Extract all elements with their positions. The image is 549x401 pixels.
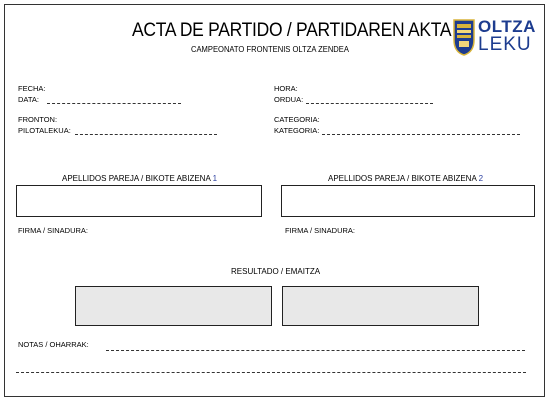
pair-2-names-input[interactable] (281, 185, 535, 217)
notes-field-line-2[interactable] (16, 372, 526, 373)
pair-1-number: 1 (212, 174, 218, 183)
pair-1-header (62, 174, 217, 183)
kategoria-label: KATEGORIA: (274, 126, 320, 135)
pair-2-header (328, 174, 483, 183)
pilotalekua-label: PILOTALEKUA: (18, 126, 71, 135)
categoria-label: CATEGORIA: (274, 115, 320, 124)
time-field[interactable] (306, 103, 433, 104)
pair-1-label: APELLIDOS PAREJA / BIKOTE ABIZENA (62, 174, 213, 183)
pair-2-label: APELLIDOS PAREJA / BIKOTE ABIZENA (328, 174, 479, 183)
logo-text-bottom: LEKU (478, 34, 532, 55)
page-subtitle: CAMPEONATO FRONTENIS OLTZA ZENDEA (191, 45, 349, 54)
notes-label: NOTAS / OHARRAK: (18, 340, 89, 349)
logo-text-top: OLTZA (478, 17, 536, 36)
fronton-field[interactable] (75, 134, 217, 135)
pair-1-names-input[interactable] (16, 185, 262, 217)
oltza-leku-logo (452, 18, 537, 56)
pair-2-signature-label: FIRMA / SINADURA: (285, 226, 356, 235)
notes-field-line-1[interactable] (106, 350, 525, 351)
fecha-label: FECHA: (18, 84, 46, 93)
pair-2-number: 2 (478, 174, 484, 183)
result-label: RESULTADO / EMAITZA (231, 267, 321, 276)
category-field[interactable] (322, 134, 520, 135)
fronton-label: FRONTON: (18, 115, 58, 124)
page-title: ACTA DE PARTIDO / PARTIDAREN AKTA (132, 20, 452, 41)
ordua-label: ORDUA: (274, 95, 304, 104)
data-label: DATA: (18, 95, 39, 104)
pair-1-signature-label: FIRMA / SINADURA: (18, 226, 89, 235)
pair-1-score-box[interactable] (75, 286, 272, 326)
date-field[interactable] (47, 103, 181, 104)
pair-2-score-box[interactable] (282, 286, 479, 326)
hora-label: HORA: (274, 84, 298, 93)
